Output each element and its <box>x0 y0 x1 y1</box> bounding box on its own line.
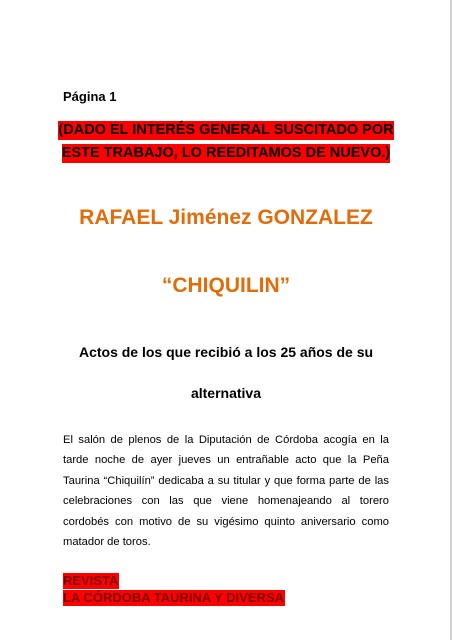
subtitle-line-1: Actos de los que recibió a los 25 años de su <box>78 344 374 360</box>
magazine-credit-line-2 <box>63 589 285 606</box>
article-paragraph: El salón de plenos de la Diputación de Córdoba acogía en la tarde noche de ayer jueves un entrañable acto que la Peña Taurina “Chiquilín” dedicaba a su titular y que forma parte de las celebraciones con las que viene homenajeando al torero cordobés con motivo de su vigésimo quinto aniversario como matador de toros. <box>63 434 389 549</box>
page-number-label: Página 1 <box>63 89 117 104</box>
reissue-notice <box>56 119 396 165</box>
author-name: RAFAEL Jiménez GONZALEZ <box>79 206 373 229</box>
magazine-credit-line-1-text: REVISTA <box>63 573 119 588</box>
magazine-credit-line-1 <box>63 572 285 589</box>
magazine-credit <box>63 572 285 606</box>
article-body <box>63 430 389 552</box>
subtitle-line-2: alternativa <box>190 385 262 401</box>
author-nickname: “CHIQUILIN” <box>161 274 291 297</box>
reissue-notice-text: (DADO EL INTERÉS GENERAL SUSCITADO POR ESTE TRABAJO, LO REEDITAMOS DE NUEVO.) <box>58 122 394 161</box>
magazine-credit-line-2-text: LA CÓRDOBA TAURINA Y DIVERSA <box>63 590 285 605</box>
